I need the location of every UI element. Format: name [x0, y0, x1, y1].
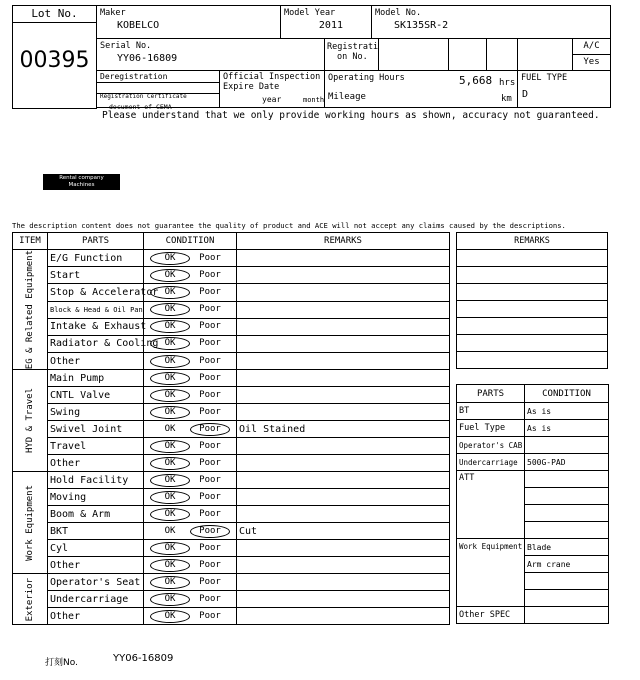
- part-name: Boom & Arm: [48, 506, 144, 523]
- condition-row: [13, 301, 450, 318]
- condition-ok: OK: [150, 610, 190, 623]
- condition-cell: [144, 301, 237, 318]
- condition-ok: OK: [150, 389, 190, 402]
- other-spec-label: Other SPEC: [457, 607, 525, 624]
- remark-cell: [237, 506, 450, 523]
- right-remarks-row: [457, 318, 608, 335]
- mileage-label: Mileage: [328, 92, 366, 102]
- remark-cell: [237, 370, 450, 387]
- part-name: Stop & Accelerator: [48, 284, 144, 301]
- lot-number: 00395: [19, 48, 90, 73]
- condition-row: [13, 438, 450, 455]
- maker-value: KOBELCO: [117, 20, 160, 31]
- condition-row: [13, 608, 450, 625]
- part-name: Other: [48, 608, 144, 625]
- work-equipment-label: Work Equipment: [457, 539, 525, 607]
- cab-value: [525, 437, 609, 454]
- rental-badge-line1: Rental company: [59, 175, 104, 181]
- remark-cell: [237, 301, 450, 318]
- att-value: [525, 471, 609, 488]
- condition-ok: OK: [150, 457, 190, 470]
- condition-poor: Poor: [199, 474, 221, 485]
- condition-cell: [144, 591, 237, 608]
- condition-table-header: [13, 233, 450, 250]
- condition-row: [13, 472, 450, 489]
- condition-ok: OK: [150, 559, 190, 572]
- remark-cell: [237, 404, 450, 421]
- reg-cert-label: Registration Certificate: [100, 93, 187, 100]
- part-name: Swivel Joint: [48, 421, 144, 438]
- other-spec-value: [525, 607, 609, 624]
- fuel-value: As is: [525, 420, 609, 437]
- remark-cell: [237, 472, 450, 489]
- cab-label: Operator's CAB: [457, 437, 525, 454]
- remark-cell: [237, 387, 450, 404]
- condition-poor: Poor: [199, 491, 221, 502]
- condition-row: [13, 387, 450, 404]
- right-remarks-row: [457, 335, 608, 352]
- model-no-cell: [371, 5, 611, 39]
- remark-cell: Cut: [237, 523, 450, 540]
- part-name: Cyl: [48, 540, 144, 557]
- month-label: month: [303, 96, 325, 104]
- part-name: Start: [48, 267, 144, 284]
- condition-row: [13, 489, 450, 506]
- operating-hours-cell: [324, 70, 518, 108]
- part-name: Block & Head & Oil Pan: [48, 301, 144, 318]
- work-equipment-value: Blade: [525, 539, 609, 556]
- serial-label: Serial No.: [100, 41, 152, 51]
- condition-row: [13, 523, 450, 540]
- right-remarks-header: REMARKS: [457, 233, 608, 250]
- condition-ok: OK: [150, 320, 190, 333]
- fuel-type-label: FUEL TYPE: [521, 73, 568, 83]
- item-group-cell: [13, 472, 48, 574]
- condition-cell: [144, 472, 237, 489]
- accuracy-notice: Please understand that we only provide working hours as shown, accuracy not guaranteed.: [102, 110, 600, 121]
- lot-label: Lot No.: [13, 6, 96, 23]
- disclaimer: The description content does not guarantee the quality of product and ACE will not accept any claims caused by the descriptions.: [12, 221, 566, 230]
- stamp-number-label: 打刻No.: [45, 658, 78, 668]
- condition-cell: [144, 540, 237, 557]
- condition-row: [13, 267, 450, 284]
- remark-cell: [237, 489, 450, 506]
- model-year-label: Model Year: [284, 8, 336, 18]
- item-group-cell: [13, 574, 48, 625]
- condition-cell: [144, 608, 237, 625]
- deregistration-label: Deregistration: [96, 70, 220, 83]
- registration-box-3: [486, 38, 518, 71]
- cema-cell: [96, 93, 220, 111]
- spec-condition-header: CONDITION: [525, 385, 609, 403]
- condition-poor: Poor: [199, 440, 221, 451]
- work-equipment-value: [525, 590, 609, 607]
- item-group-label: EG & Related Equipment: [25, 250, 35, 370]
- model-no-value: SK135SR-2: [394, 20, 449, 31]
- ac-label: A/C: [572, 38, 611, 55]
- right-remarks-row: [457, 250, 608, 267]
- part-name: Main Pump: [48, 370, 144, 387]
- right-remarks-table: [456, 232, 608, 369]
- condition-cell: [144, 335, 237, 352]
- fuel-label: Fuel Type: [457, 420, 525, 437]
- condition-cell: [144, 284, 237, 301]
- inspection-label: Official Inspection: [223, 72, 321, 82]
- condition-row: [13, 506, 450, 523]
- bt-label: BT: [457, 403, 525, 420]
- condition-ok: OK: [150, 252, 190, 265]
- remark-cell: [237, 591, 450, 608]
- model-year-value: 2011: [318, 20, 343, 31]
- remark-cell: [237, 284, 450, 301]
- part-name: CNTL Valve: [48, 387, 144, 404]
- condition-poor: Poor: [199, 542, 221, 553]
- condition-row: [13, 455, 450, 472]
- condition-poor: Poor: [199, 576, 221, 587]
- condition-row: [13, 421, 450, 438]
- part-name: Intake & Exhaust: [48, 318, 144, 335]
- condition-ok: OK: [150, 286, 190, 299]
- remark-cell: [237, 455, 450, 472]
- part-name: Radiator & Cooling: [48, 335, 144, 352]
- condition-ok: OK: [150, 474, 190, 487]
- bt-value: As is: [525, 403, 609, 420]
- remark-cell: [237, 318, 450, 335]
- serial-value: YY06-16809: [117, 53, 178, 64]
- remark-cell: Oil Stained: [237, 421, 450, 438]
- condition-ok: OK: [150, 303, 190, 316]
- model-year-cell: [280, 5, 372, 39]
- item-group-label: Work Equipment: [25, 484, 35, 561]
- remark-cell: [237, 267, 450, 284]
- part-name: Operator's Seat: [48, 574, 144, 591]
- km-unit: km: [501, 94, 512, 104]
- condition-row: [13, 284, 450, 301]
- condition-poor: Poor: [199, 593, 221, 604]
- condition-cell: [144, 506, 237, 523]
- remark-cell: [237, 540, 450, 557]
- item-header: ITEM: [13, 233, 48, 250]
- condition-row: [13, 318, 450, 335]
- hrs-unit: hrs: [499, 78, 516, 88]
- cema-label: document of CEMA: [109, 103, 172, 111]
- condition-ok: OK: [150, 576, 190, 589]
- condition-poor: Poor: [190, 423, 230, 436]
- condition-cell: [144, 574, 237, 591]
- condition-poor: Poor: [199, 389, 221, 400]
- att-value: [525, 488, 609, 505]
- condition-ok: OK: [150, 372, 190, 385]
- condition-row: [13, 353, 450, 370]
- part-name: Other: [48, 353, 144, 370]
- spec-table: [456, 384, 609, 624]
- condition-row: [13, 557, 450, 574]
- undercarriage-label: Undercarriage: [457, 454, 525, 471]
- condition-ok: OK: [150, 593, 190, 606]
- operating-hours-value: 5,668: [459, 74, 493, 87]
- remark-cell: [237, 335, 450, 352]
- year-label: year: [262, 95, 282, 104]
- condition-cell: [144, 421, 237, 438]
- condition-poor: Poor: [199, 610, 221, 621]
- condition-row: [13, 404, 450, 421]
- condition-ok: OK: [150, 406, 190, 419]
- att-value: [525, 505, 609, 522]
- registration-label: Registrati: [327, 42, 379, 52]
- condition-poor: Poor: [199, 457, 221, 468]
- registration-box-1: [378, 38, 449, 71]
- registration-box-4: [517, 38, 573, 71]
- operating-hours-label: Operating Hours: [328, 73, 405, 83]
- rental-badge: [43, 174, 120, 190]
- condition-ok: OK: [150, 508, 190, 521]
- condition-poor: Poor: [190, 525, 230, 538]
- part-name: Other: [48, 557, 144, 574]
- condition-poor: Poor: [199, 559, 221, 570]
- condition-cell: [144, 370, 237, 387]
- lot-box: [12, 5, 97, 109]
- part-name: Travel: [48, 438, 144, 455]
- condition-poor: Poor: [199, 508, 221, 519]
- rental-badge-line2: Machines: [68, 182, 95, 188]
- item-group-cell: [13, 370, 48, 472]
- registration-label-2: on No.: [337, 52, 368, 62]
- condition-cell: [144, 455, 237, 472]
- condition-poor: Poor: [199, 286, 221, 297]
- condition-row: [13, 250, 450, 267]
- remark-cell: [237, 353, 450, 370]
- condition-cell: [144, 523, 237, 540]
- condition-row: [13, 540, 450, 557]
- registration-box-2: [448, 38, 487, 71]
- part-name: Other: [48, 455, 144, 472]
- remark-cell: [237, 608, 450, 625]
- condition-poor: Poor: [199, 372, 221, 383]
- maker-cell: [96, 5, 281, 39]
- condition-cell: [144, 387, 237, 404]
- work-equipment-value: Arm crane: [525, 556, 609, 573]
- remark-cell: [237, 438, 450, 455]
- registration-label-cell: [324, 38, 379, 71]
- condition-row: [13, 574, 450, 591]
- remarks-header: REMARKS: [237, 233, 450, 250]
- spec-parts-header: PARTS: [457, 385, 525, 403]
- right-remarks-row: [457, 301, 608, 318]
- condition-ok: OK: [150, 491, 190, 504]
- item-group-label: HYD & Travel: [25, 388, 35, 454]
- part-name: Undercarriage: [48, 591, 144, 608]
- condition-cell: [144, 250, 237, 267]
- maker-label: Maker: [100, 8, 126, 18]
- condition-cell: [144, 267, 237, 284]
- condition-ok: OK: [164, 423, 176, 434]
- condition-table: [12, 232, 450, 625]
- condition-row: [13, 591, 450, 608]
- ac-value: Yes: [572, 54, 611, 71]
- item-group-cell: [13, 250, 48, 370]
- part-name: Swing: [48, 404, 144, 421]
- condition-header: CONDITION: [144, 233, 237, 250]
- condition-poor: Poor: [199, 338, 221, 349]
- part-name: Moving: [48, 489, 144, 506]
- stamp-number-value: YY06-16809: [113, 653, 174, 664]
- item-group-label: Exterior: [25, 577, 35, 621]
- condition-cell: [144, 404, 237, 421]
- condition-ok: OK: [150, 355, 190, 368]
- part-name: BKT: [48, 523, 144, 540]
- condition-cell: [144, 353, 237, 370]
- fuel-type-cell: [517, 70, 611, 108]
- remark-cell: [237, 557, 450, 574]
- condition-ok: OK: [150, 269, 190, 282]
- condition-ok: OK: [150, 337, 190, 350]
- att-label: ATT: [457, 471, 525, 539]
- remark-cell: [237, 574, 450, 591]
- part-name: E/G Function: [48, 250, 144, 267]
- condition-poor: Poor: [199, 355, 221, 366]
- condition-row: [13, 370, 450, 387]
- condition-cell: [144, 438, 237, 455]
- part-name: Hold Facility: [48, 472, 144, 489]
- condition-poor: Poor: [199, 269, 221, 280]
- work-equipment-value: [525, 573, 609, 590]
- condition-ok: OK: [150, 542, 190, 555]
- inspection-cell: [219, 70, 325, 108]
- condition-poor: Poor: [199, 406, 221, 417]
- condition-cell: [144, 557, 237, 574]
- fuel-type-value: D: [522, 89, 529, 100]
- remark-cell: [237, 250, 450, 267]
- right-remarks-row: [457, 352, 608, 369]
- serial-cell: [96, 38, 325, 71]
- model-no-label: Model No.: [375, 8, 422, 18]
- undercarriage-value: 500G-PAD: [525, 454, 609, 471]
- att-value: [525, 522, 609, 539]
- condition-ok: OK: [150, 440, 190, 453]
- condition-poor: Poor: [199, 321, 221, 332]
- condition-poor: Poor: [199, 252, 221, 263]
- right-remarks-row: [457, 284, 608, 301]
- condition-cell: [144, 489, 237, 506]
- condition-cell: [144, 318, 237, 335]
- condition-poor: Poor: [199, 304, 221, 315]
- condition-row: [13, 335, 450, 352]
- condition-ok: OK: [164, 525, 176, 536]
- inspection-label-2: Expire Date: [223, 82, 280, 92]
- right-remarks-row: [457, 267, 608, 284]
- parts-header: PARTS: [48, 233, 144, 250]
